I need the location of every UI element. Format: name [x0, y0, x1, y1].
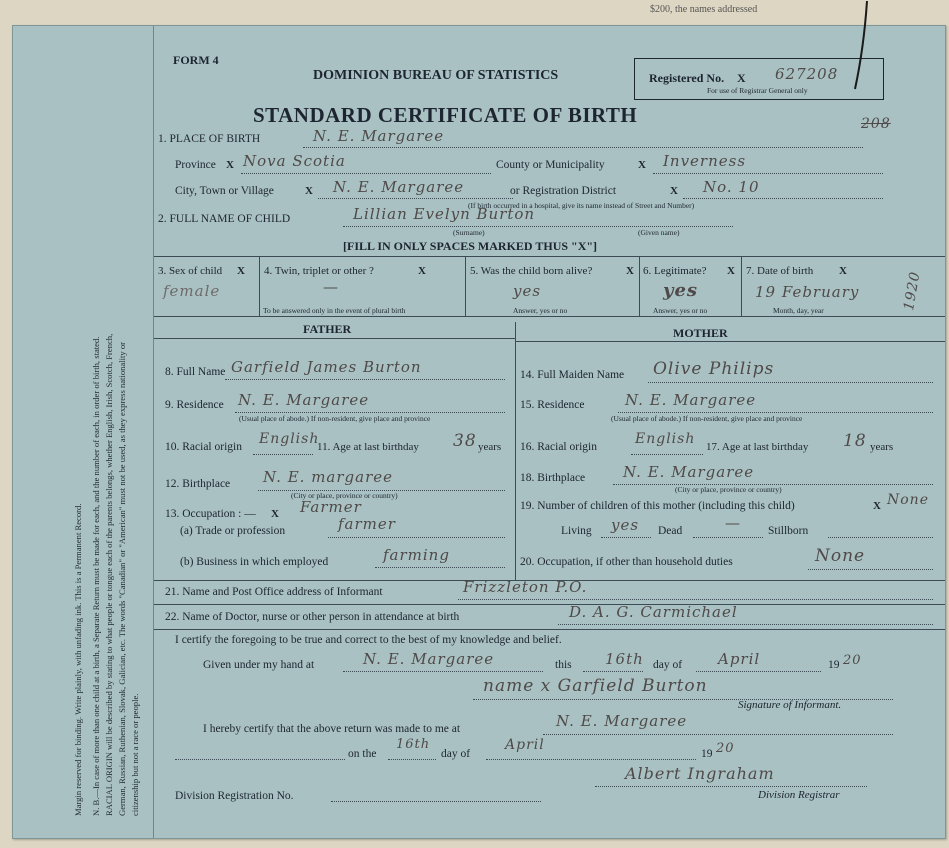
mother-occupation-line	[808, 569, 933, 570]
alive-mark: X	[626, 265, 634, 277]
sex-mark: X	[237, 265, 245, 277]
margin-note-3: RACIAL ORIGIN will be described by stating to what people or tongue each of the parents belongs, whether English, Irish, Scotch, French,	[104, 333, 114, 816]
district-line	[683, 198, 883, 199]
row3-divider-2	[465, 256, 466, 316]
given-under-label: Given under my hand at	[203, 659, 315, 671]
dead-value: —	[725, 514, 741, 532]
row3-top-rule	[154, 256, 945, 257]
given-month-value: April	[718, 650, 761, 668]
father-years: years	[478, 441, 502, 453]
father-business-label: (b) Business in which employed	[180, 556, 329, 568]
child-name-label: 2. FULL NAME OF CHILD	[158, 213, 291, 225]
place-of-birth-label: 1. PLACE OF BIRTH	[158, 133, 261, 145]
registrar-dayof-label: day of	[441, 748, 471, 760]
city-label: City, Town or Village	[175, 185, 274, 197]
ink-pen-stroke	[851, 1, 871, 91]
mother-name-line	[648, 382, 933, 383]
this-day-line	[583, 671, 643, 672]
father-business-value: farming	[383, 546, 450, 564]
surname-note: (Surname)	[453, 228, 485, 237]
mother-racial-value: English	[635, 431, 696, 447]
mother-age-value: 18	[843, 431, 867, 451]
certificate-title: STANDARD CERTIFICATE OF BIRTH	[253, 103, 638, 127]
given-year-prefix: 19	[828, 659, 840, 671]
informant-value: Frizzleton P.O.	[463, 578, 588, 596]
registrar-year-prefix: 19	[701, 748, 713, 760]
row3-divider-4	[741, 256, 742, 316]
given-dayof-label: day of	[653, 659, 683, 671]
mother-birthplace-note: (City or place, province or country)	[675, 485, 782, 494]
mother-residence-value: N. E. Margaree	[625, 391, 757, 409]
mother-children-label: 19. Number of children of this mother (including this child)	[520, 500, 795, 512]
stillborn-label: Stillborn	[768, 525, 809, 537]
legitimate-label: 6. Legitimate?	[643, 265, 707, 277]
registrar-place-line	[543, 734, 893, 735]
dob-year: 1920	[901, 269, 924, 312]
fill-note: [FILL IN ONLY SPACES MARKED THUS "X"]	[343, 239, 598, 253]
dob-label: 7. Date of birth	[746, 265, 814, 277]
father-heading: FATHER	[303, 322, 352, 336]
margin-notes	[13, 26, 153, 838]
mother-heading: MOTHER	[673, 326, 728, 340]
mother-occupation-value: None	[815, 546, 866, 566]
province-label: Province	[175, 159, 216, 171]
mother-top-rule	[516, 341, 945, 342]
father-occupation-mark: X	[271, 508, 279, 520]
alive-value: yes	[513, 282, 542, 300]
hospital-note: (If birth occurred in a hospital, give its name instead of Street and Number)	[468, 201, 695, 210]
living-line	[601, 537, 651, 538]
margin-note-5: citizenship but not a race or people.	[130, 693, 140, 816]
city-value: N. E. Margaree	[333, 178, 465, 196]
district-label: or Registration District	[510, 185, 617, 197]
mother-children-mark: X	[873, 500, 881, 512]
margin-note-4: German, Russian, Ruthenian, Slovak, Galician, etc. The words "Canadian" or "American" must not be used, as they express nationality or	[117, 341, 127, 816]
father-trade-line	[328, 537, 505, 538]
living-label: Living	[561, 525, 592, 537]
father-residence-note: (Usual place of abode.) If non-resident, give place and province	[239, 414, 431, 423]
twin-label: 4. Twin, triplet or other ?	[264, 265, 374, 277]
father-trade-label: (a) Trade or profession	[180, 525, 286, 537]
father-racial-line	[253, 454, 313, 455]
margin-divider	[153, 26, 154, 838]
father-age-value: 38	[453, 431, 477, 451]
back-sheet-top-text: $200, the names addressed	[650, 4, 758, 15]
father-birthplace-note: (City or place, province or country)	[291, 491, 398, 500]
stillborn-line	[828, 537, 933, 538]
sex-value: female	[163, 282, 221, 300]
father-birthplace-value: N. E. margaree	[263, 468, 393, 486]
signature-of-informant-label: Signature of Informant.	[738, 699, 842, 711]
informant-bottom-rule	[154, 604, 945, 605]
registrar-place-value: N. E. Margaree	[556, 712, 688, 730]
mother-occupation-label: 20. Occupation, if other than household duties	[520, 556, 733, 568]
informant-label: 21. Name and Post Office address of Informant	[165, 586, 383, 598]
legitimate-value: yes	[663, 280, 699, 301]
place-line	[303, 147, 863, 148]
given-month-line	[696, 671, 821, 672]
row3-divider-1	[259, 256, 260, 316]
county-value: Inverness	[663, 152, 747, 170]
mother-age-label: 17. Age at last birthday	[706, 441, 809, 453]
father-occupation-label: 13. Occupation : —	[165, 508, 256, 520]
mother-residence-line	[618, 412, 933, 413]
province-value: Nova Scotia	[243, 152, 346, 170]
district-mark: X	[670, 185, 678, 197]
father-residence-line	[235, 412, 505, 413]
registered-label: Registered No.	[649, 71, 725, 85]
province-mark: X	[226, 159, 234, 171]
registrar-blank-line	[175, 759, 345, 760]
registrar-month-value: April	[505, 737, 545, 753]
registrar-month-line	[486, 759, 696, 760]
mother-name-value: Olive Philips	[653, 359, 775, 379]
father-racial-value: English	[259, 431, 320, 447]
father-top-rule	[154, 338, 515, 339]
given-year-value: 20	[843, 653, 862, 668]
twin-value: —	[323, 278, 339, 296]
mother-children-value: None	[887, 492, 929, 508]
registered-number-box	[634, 58, 884, 100]
registered-mark: X	[737, 71, 746, 85]
father-age-label: 11. Age at last birthday	[317, 441, 419, 453]
informant-line	[458, 599, 933, 600]
city-line	[318, 198, 513, 199]
alive-label: 5. Was the child born alive?	[470, 265, 593, 277]
given-place-line	[343, 671, 543, 672]
doctor-line	[558, 624, 933, 625]
mother-racial-line	[631, 454, 703, 455]
division-registrar-label: Division Registrar	[758, 789, 840, 801]
registrar-year-value: 20	[716, 741, 735, 756]
father-name-label: 8. Full Name	[165, 366, 226, 378]
parents-divider	[515, 322, 516, 580]
mother-name-label: 14. Full Maiden Name	[520, 369, 625, 381]
certify-statement: I certify the foregoing to be true and correct to the best of my knowledge and belief.	[175, 634, 562, 646]
living-value: yes	[611, 516, 640, 534]
legitimate-note: Answer, yes or no	[653, 306, 708, 315]
mother-birthplace-label: 18. Birthplace	[520, 472, 586, 484]
mother-racial-label: 16. Racial origin	[520, 441, 597, 453]
registered-number: 627208	[775, 65, 839, 83]
dob-value: 19 February	[755, 283, 860, 301]
registrar-on-label: on the	[348, 748, 377, 760]
county-label: County or Municipality	[496, 159, 605, 171]
row3-bottom-rule	[154, 316, 945, 317]
place-of-birth-value: N. E. Margaree	[313, 127, 445, 145]
mother-years: years	[870, 441, 894, 453]
county-line	[653, 173, 883, 174]
registrar-day-line	[388, 759, 436, 760]
division-registration-label: Division Registration No.	[175, 790, 294, 802]
birth-certificate	[12, 25, 946, 839]
given-place-value: N. E. Margaree	[363, 650, 495, 668]
child-name-line	[343, 226, 733, 227]
father-trade-value: farmer	[338, 515, 396, 533]
mother-residence-note: (Usual place of abode.) If non-resident, give place and province	[611, 414, 803, 423]
legitimate-mark: X	[727, 265, 735, 277]
this-label: this	[555, 659, 572, 671]
father-residence-label: 9. Residence	[165, 399, 224, 411]
this-day-value: 16th	[605, 650, 644, 668]
margin-note-1: Margin reserved for binding. Write plainly, with unfading ink. This is a Permanent Record.	[73, 503, 83, 816]
corner-number: 208	[861, 116, 891, 132]
doctor-label: 22. Name of Doctor, nurse or other person in attendance at birth	[165, 611, 460, 623]
father-residence-value: N. E. Margaree	[238, 391, 370, 409]
division-registration-line	[331, 801, 541, 802]
mother-residence-label: 15. Residence	[520, 399, 585, 411]
dead-label: Dead	[658, 525, 683, 537]
father-birthplace-label: 12. Birthplace	[165, 478, 231, 490]
sex-label: 3. Sex of child	[158, 265, 223, 277]
registrar-day-value: 16th	[396, 737, 431, 752]
dob-note: Month, day, year	[773, 306, 824, 315]
form-number: FORM 4	[173, 53, 219, 67]
informant-signature: name x Garfield Burton	[483, 676, 708, 696]
registrar-signature-line	[595, 786, 867, 787]
dob-mark: X	[839, 265, 847, 277]
registrar-signature: Albert Ingraham	[625, 764, 775, 783]
father-business-line	[375, 567, 505, 568]
father-name-value: Garfield James Burton	[231, 358, 422, 376]
registrar-statement: I hereby certify that the above return was made to me at	[203, 723, 461, 735]
father-occupation-value: Farmer	[300, 498, 362, 516]
given-name-note: (Given name)	[638, 228, 680, 237]
doctor-value: D. A. G. Carmichael	[569, 603, 738, 621]
father-name-line	[225, 379, 505, 380]
registrar-note: For use of Registrar General only	[707, 86, 808, 95]
mother-birthplace-value: N. E. Margaree	[623, 463, 755, 481]
father-racial-label: 10. Racial origin	[165, 441, 242, 453]
bureau-name: DOMINION BUREAU OF STATISTICS	[313, 68, 559, 83]
province-line	[241, 173, 491, 174]
alive-note: Answer, yes or no	[513, 306, 568, 315]
row3-divider-3	[639, 256, 640, 316]
doctor-bottom-rule	[154, 629, 945, 630]
dead-line	[693, 537, 763, 538]
margin-note-2: N. B.—In case of more than one child at a birth, a Separate Return must be made for each, and the number of each, in order of birth, stated.	[91, 336, 101, 816]
county-mark: X	[638, 159, 646, 171]
city-mark: X	[305, 185, 313, 197]
twin-mark: X	[418, 265, 426, 277]
twin-note: To be answered only in the event of plural birth	[263, 306, 406, 315]
district-value: No. 10	[703, 178, 760, 196]
child-name-value: Lillian Evelyn Burton	[353, 205, 536, 223]
